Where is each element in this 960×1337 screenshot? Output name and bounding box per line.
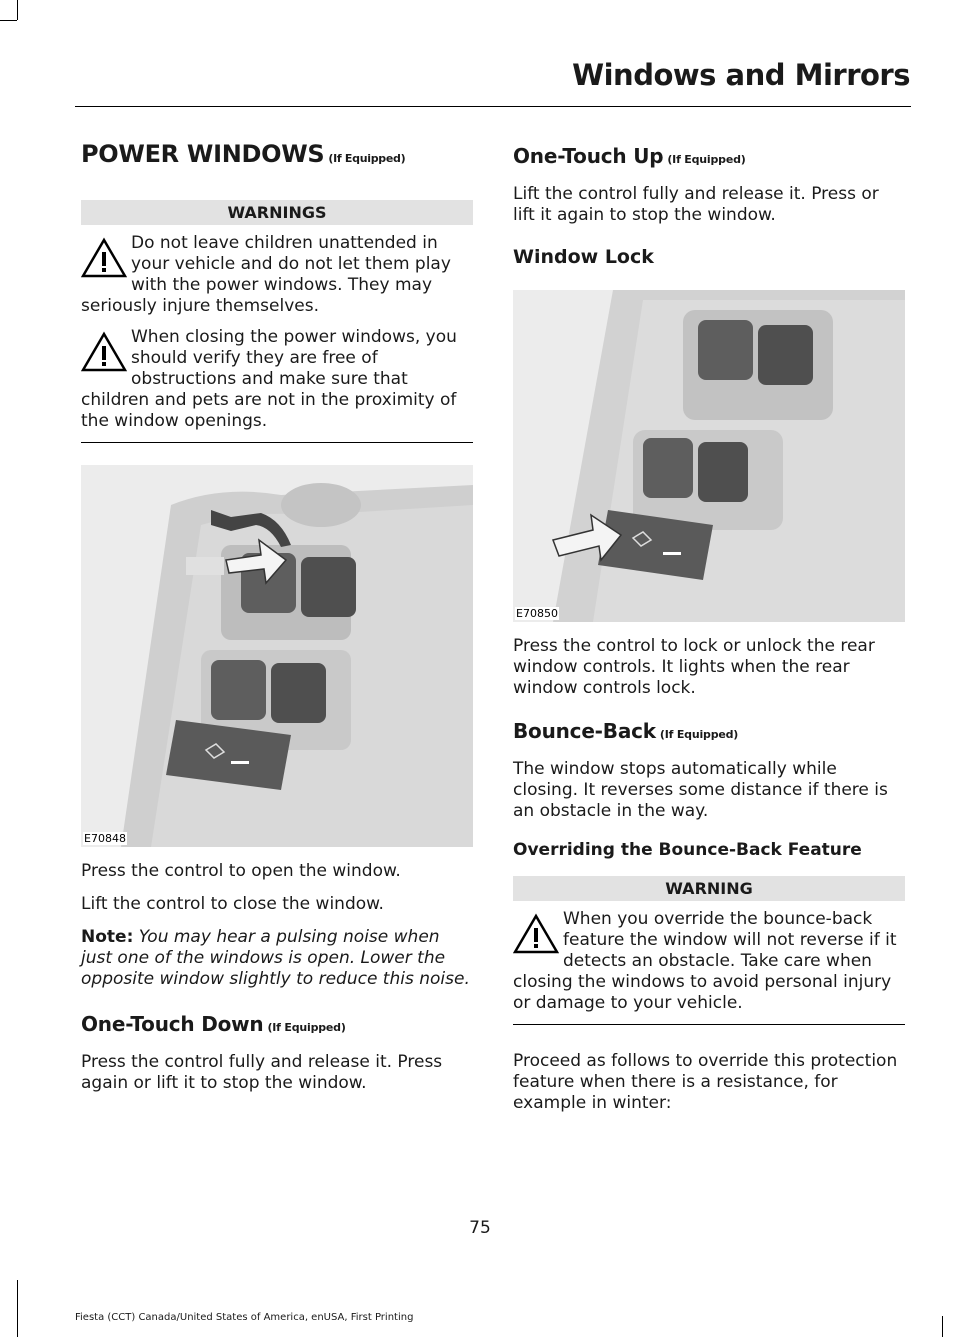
window-lock-illustration [513, 290, 905, 622]
figure-label: E70848 [84, 832, 126, 845]
heading-qualifier: (If Equipped) [328, 152, 406, 165]
window-lock-heading: Window Lock [513, 246, 654, 268]
warning-text: Do not leave children unattended in your vehicle and do not let them play with the power windows. They may seriously injure themselves. [81, 233, 451, 316]
heading-qualifier: (If Equipped) [659, 728, 739, 741]
note-text: You may hear a pulsing noise when just one of the windows is open. Lower the opposite window slightly to reduce this noise. [81, 927, 470, 989]
paragraph: Press the control fully and release it. Press again or lift it to stop the window. [81, 1052, 443, 1093]
paragraph: Proceed as follows to override this protection feature when there is a resistance, for example in winter: [513, 1051, 898, 1113]
left-column [81, 140, 473, 1106]
page-header-title: Windows and Mirrors [572, 58, 910, 92]
warning-item [81, 327, 473, 432]
bounce-back-heading [513, 719, 905, 743]
warning-header: WARNING [513, 876, 905, 901]
window-switch-illustration [81, 465, 473, 847]
paragraph: Lift the control to close the window. [81, 894, 384, 914]
power-windows-heading [81, 140, 473, 168]
warning-text: When closing the power windows, you should verify they are free of obstructions and make sure that children and pets are not in the proximity of the window openings. [81, 327, 457, 431]
warning-triangle-icon [513, 913, 559, 955]
crop-mark [17, 1280, 18, 1337]
warning-triangle-icon [81, 331, 127, 373]
window-lock-figure [513, 290, 905, 622]
right-column [513, 140, 905, 1126]
heading-text: One-Touch Up [513, 144, 664, 168]
crop-mark [942, 1316, 943, 1337]
one-touch-up-heading [513, 144, 905, 168]
one-touch-down-heading [81, 1012, 473, 1036]
paragraph: Press the control to lock or unlock the rear window controls. It lights when the rear window controls lock. [513, 636, 875, 698]
paragraph: Press the control to open the window. [81, 861, 401, 881]
warning-item [81, 233, 473, 317]
edition-footer: Fiesta (CCT) Canada/United States of America, enUSA, First Printing [75, 1312, 414, 1323]
override-heading: Overriding the Bounce-Back Feature [513, 840, 862, 860]
heading-qualifier: (If Equipped) [667, 153, 746, 166]
warning-end-rule [513, 1024, 905, 1025]
note-paragraph [81, 927, 473, 990]
crop-mark [0, 20, 17, 21]
figure-label: E70850 [516, 607, 558, 620]
heading-text: POWER WINDOWS [81, 140, 325, 168]
heading-text: Bounce-Back [513, 719, 656, 743]
heading-qualifier: (If Equipped) [267, 1021, 346, 1034]
warning-item [513, 909, 905, 1014]
heading-text: One-Touch Down [81, 1012, 264, 1036]
warnings-header: WARNINGS [81, 200, 473, 225]
window-switch-figure [81, 465, 473, 847]
note-label: Note: [81, 927, 134, 947]
paragraph: The window stops automatically while closing. It reverses some distance if there is an obstacle in the way. [513, 759, 888, 821]
warning-text: When you override the bounce-back feature the window will not reverse if it detects an obstacle. Take care when closing the windows to avoid personal injury or damage to your vehicle. [513, 909, 897, 1013]
crop-mark [17, 0, 18, 20]
warning-end-rule [81, 442, 473, 443]
warning-triangle-icon [81, 237, 127, 279]
page-number: 75 [469, 1218, 491, 1238]
header-rule [75, 106, 911, 107]
paragraph: Lift the control fully and release it. Press or lift it again to stop the window. [513, 184, 879, 225]
